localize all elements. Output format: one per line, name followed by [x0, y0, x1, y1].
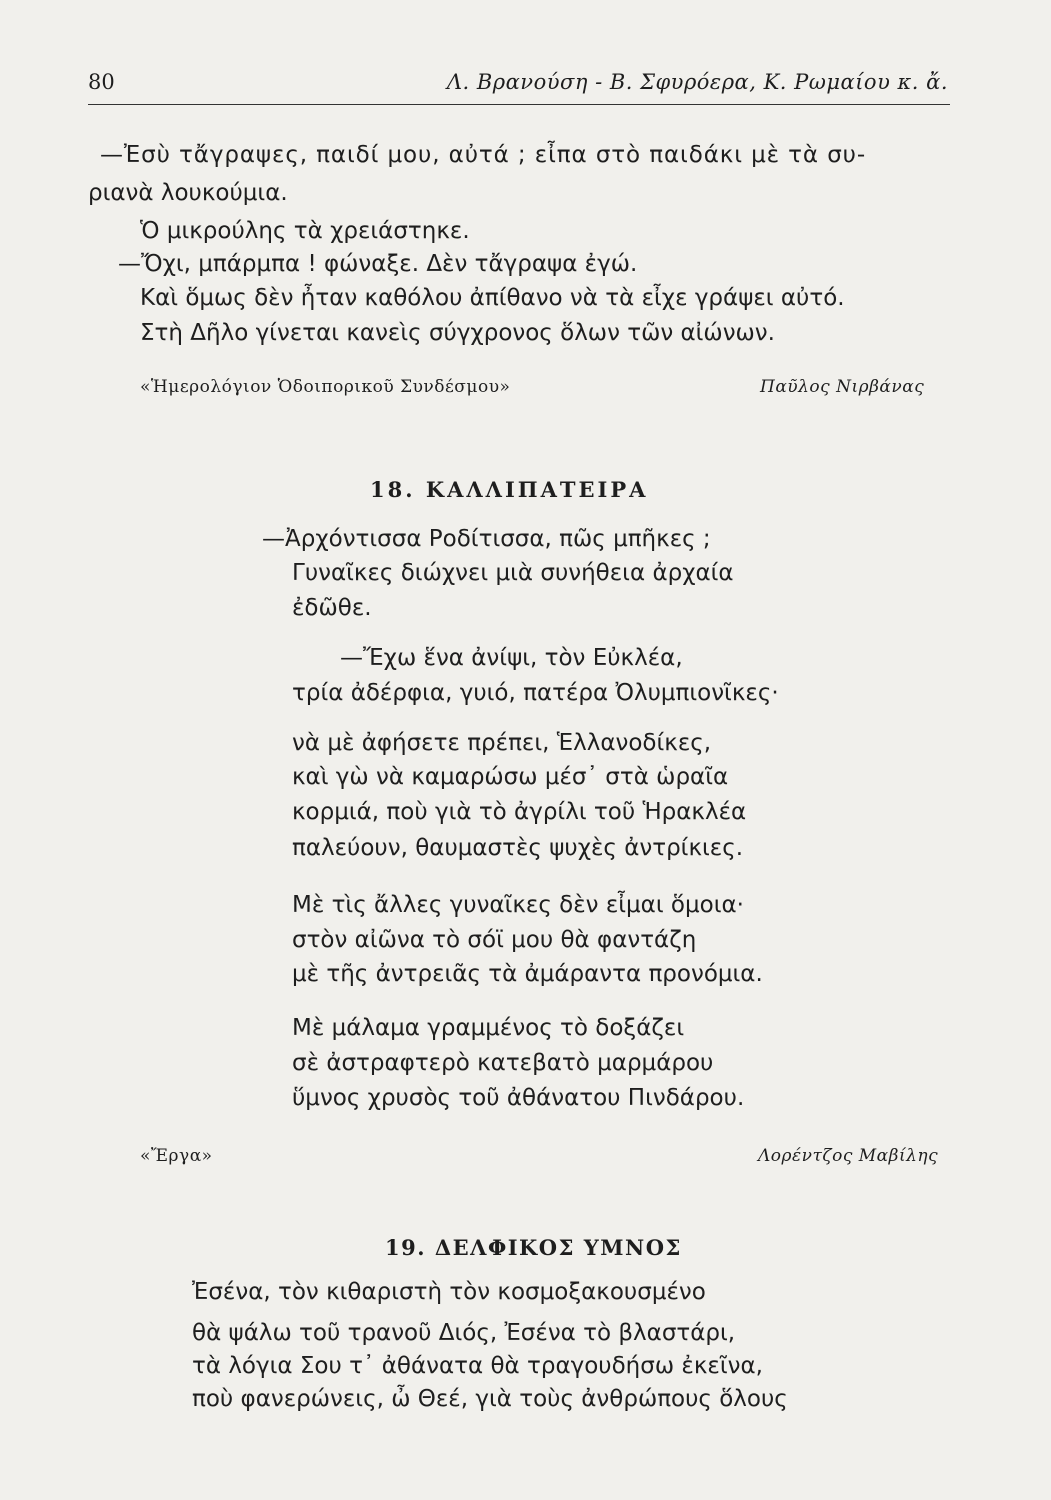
source-citation: «Ἔργα» — [140, 1146, 213, 1166]
poem-line: Μὲ τὶς ἄλλες γυναῖκες δὲν εἶμαι ὅμοια· — [292, 892, 744, 918]
author-name: Λορέντζος Μαβίλης — [758, 1146, 939, 1166]
running-head: Λ. Βρανούση - Β. Σφυρόερα, Κ. Ρωμαίου κ. ἄ. — [446, 70, 948, 94]
poem-line: Γυναῖκες διώχνει μιὰ συνήθεια ἀρχαία — [292, 560, 734, 586]
poem-title: 19. ΔΕΛΦΙΚΟΣ ΥΜΝΟΣ — [385, 1235, 682, 1260]
prose-line: ριανὰ λουκούμια. — [88, 180, 288, 206]
poem-line: νὰ μὲ ἀφήσετε πρέπει, Ἑλλανοδίκες, — [292, 730, 712, 756]
poem-line: —Ἀρχόντισσα Ροδίτισσα, πῶς μπῆκες ; — [262, 526, 711, 552]
poem-line: κορμιά, ποὺ γιὰ τὸ ἀγρίλι τοῦ Ἡρακλέα — [292, 799, 747, 825]
page-header — [88, 66, 948, 106]
poem-line: τρία ἀδέρφια, γυιό, πατέρα Ὀλυμπιονῖκες· — [292, 680, 779, 706]
poem-line: —Ἔχω ἕνα ἀνίψι, τὸν Εὐκλέα, — [340, 645, 683, 671]
prose-line: Ὁ μικρούλης τὰ χρειάστηκε. — [140, 218, 470, 244]
poem-line: Ἐσένα, τὸν κιθαριστὴ τὸν κοσμοξακουσμένο — [192, 1279, 706, 1305]
poem-line: μὲ τῆς ἀντρειᾶς τὰ ἀμάραντα προνόμια. — [292, 961, 763, 987]
poem-title: 18. ΚΑΛΛΙΠΑΤΕΙΡΑ — [370, 477, 649, 502]
source-citation: «Ἡμερολόγιον Ὁδοιπορικοῦ Συνδέσμου» — [140, 377, 511, 397]
page-number: 80 — [88, 70, 115, 94]
prose-line: —Ὄχι, μπάρμπα ! φώναξε. Δὲν τἄγραψα ἐγώ. — [118, 251, 638, 277]
poem-line: καὶ γὼ νὰ καμαρώσω μέσ᾽ στὰ ὡραῖα — [292, 764, 729, 790]
header-rule — [88, 104, 950, 105]
poem-line: ὕμνος χρυσὸς τοῦ ἀθάνατου Πινδάρου. — [292, 1085, 745, 1111]
prose-line: Καὶ ὅμως δὲν ἦταν καθόλου ἀπίθανο νὰ τὰ εἶχε γράψει αὐτό. — [140, 285, 845, 311]
poem-line: τὰ λόγια Σου τ᾽ ἀθάνατα θὰ τραγουδήσω ἐκεῖνα, — [192, 1353, 763, 1379]
poem-line: στὸν αἰῶνα τὸ σόϊ μου θὰ φαντάζη — [292, 927, 697, 953]
prose-line: Στὴ Δῆλο γίνεται κανεὶς σύγχρονος ὅλων τῶν αἰώνων. — [140, 320, 775, 346]
author-name: Παῦλος Νιρβάνας — [760, 377, 925, 397]
poem-line: ἐδῶθε. — [292, 595, 372, 621]
poem-line: παλεύουν, θαυμαστὲς ψυχὲς ἀντρίκιες. — [292, 835, 744, 861]
poem-line: σὲ ἀστραφτερὸ κατεβατὸ μαρμάρου — [292, 1050, 714, 1076]
prose-line: —Ἐσὺ τἄγραψες, παιδί μου, αὐτά ; εἶπα στὸ παιδάκι μὲ τὰ συ- — [100, 142, 867, 168]
poem-line: θὰ ψάλω τοῦ τρανοῦ Διός, Ἐσένα τὸ βλαστάρι, — [192, 1320, 736, 1346]
poem-line: ποὺ φανερώνεις, ὦ Θεέ, γιὰ τοὺς ἀνθρώπους ὅλους — [192, 1386, 788, 1412]
poem-line: Μὲ μάλαμα γραμμένος τὸ δοξάζει — [292, 1015, 685, 1041]
